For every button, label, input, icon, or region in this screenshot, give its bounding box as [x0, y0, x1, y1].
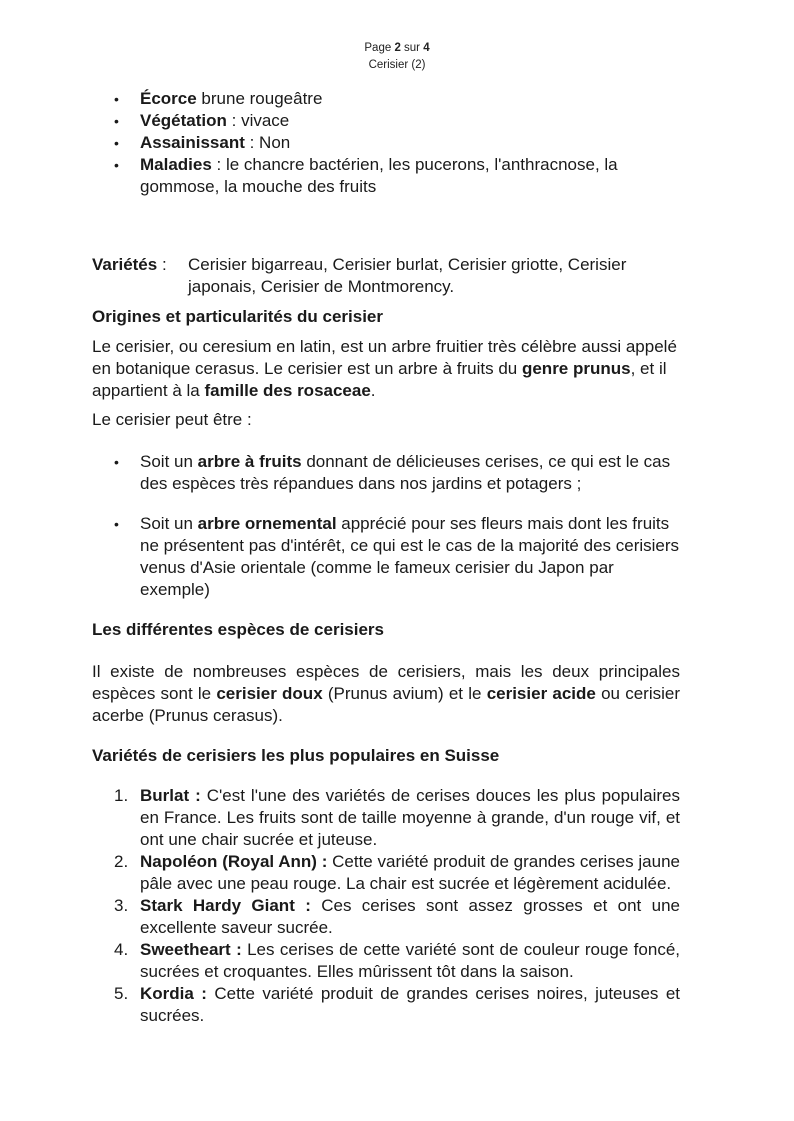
list-item: [92, 851, 680, 895]
item-text: C'est l'une des variétés de cerises douces les plus populaires en France. Les fruits sont de taille moyenne à grande, d'un rouge vif, et ont une chair sucrée et juteuse.: [140, 786, 681, 849]
text: Il existe de nombreuses espèces de cerisiers, mais les deux principales espèces sont le: [92, 662, 680, 703]
paragraph: [92, 336, 680, 402]
item-text: Ces cerises sont assez grosses et ont une excellente saveur sucrée.: [140, 896, 680, 937]
item-label: Maladies: [140, 155, 212, 174]
list-item: [92, 132, 680, 154]
text: ou cerisier acerbe (Prunus cerasus).: [92, 684, 680, 725]
document-body: [92, 88, 680, 1027]
text: Soit un: [140, 514, 198, 533]
bold-text: cerisier doux: [216, 684, 323, 703]
tree-types-list: [92, 451, 680, 601]
section-heading: Variétés de cerisiers les plus populaires en Suisse: [92, 746, 500, 765]
text: .: [370, 381, 376, 400]
item-text: Cette variété produit de grandes cerises noires, juteuses et sucrées.: [140, 984, 680, 1025]
bold-text: arbre ornemental: [197, 514, 337, 533]
text: Le cerisier, ou ceresium en latin, est un arbre fruitier très célèbre aussi appelé en botanique cerasus. Le cerisier est un arbre à fruits du: [92, 337, 677, 378]
page-header: [0, 40, 794, 74]
list-item: [92, 939, 680, 983]
list-item: [92, 451, 680, 495]
varietes-label-wrap: [92, 254, 188, 298]
item-name: Burlat :: [140, 786, 201, 805]
varieties-list: [92, 785, 680, 1027]
bold-text: cerisier acide: [486, 684, 596, 703]
item-name: Sweetheart :: [140, 940, 242, 959]
properties-list: [92, 88, 680, 198]
item-text: : Non: [244, 133, 291, 152]
bold-text: famille des rosaceae: [204, 381, 371, 400]
text: Soit un: [140, 452, 198, 471]
page-prefix: Page: [364, 42, 395, 54]
list-item: [92, 895, 680, 939]
varietes-sep: :: [157, 255, 167, 274]
paragraph: Le cerisier peut être :: [92, 410, 252, 429]
bold-text: genre prunus: [521, 359, 631, 378]
list-item: [92, 513, 680, 601]
item-label: Écorce: [140, 89, 197, 108]
page-total: 4: [423, 42, 430, 54]
item-name: Stark Hardy Giant :: [140, 896, 311, 915]
paragraph: [92, 661, 680, 727]
page-separator: sur: [400, 42, 424, 54]
item-name: Kordia :: [140, 984, 207, 1003]
section-heading: Origines et particularités du cerisier: [92, 307, 384, 326]
varietes-text: Cerisier bigarreau, Cerisier burlat, Cerisier griotte, Cerisier japonais, Cerisier de Montmorency.: [188, 255, 627, 296]
item-label: Végétation: [140, 111, 227, 130]
item-text: brune rougeâtre: [196, 89, 323, 108]
list-item: [92, 983, 680, 1027]
text: (Prunus avium) et le: [322, 684, 487, 703]
item-text: : le chancre bactérien, les pucerons, l'anthracnose, la gommose, la mouche des fruits: [140, 155, 618, 196]
page-number: 2: [394, 42, 401, 54]
item-text: : vivace: [226, 111, 290, 130]
item-text: Les cerises de cette variété sont de couleur rouge foncé, sucrées et croquantes. Elles mûrissent tôt dans la saison.: [140, 940, 680, 981]
item-number: 3.: [114, 896, 129, 915]
list-item: [92, 154, 680, 198]
list-item: [92, 110, 680, 132]
varietes-label: Variétés: [92, 255, 158, 274]
item-label: Assainissant: [140, 133, 245, 152]
item-text: Cette variété produit de grandes cerises jaune pâle avec une peau rouge. La chair est sucrée et légèrement acidulée.: [140, 852, 681, 893]
item-name: Napoléon (Royal Ann) :: [140, 852, 328, 871]
section-heading: Les différentes espèces de cerisiers: [92, 620, 384, 639]
text: donnant de délicieuses cerises, ce qui est le cas des espèces très répandues dans nos jardins et potagers ;: [140, 452, 671, 493]
list-item: [92, 88, 680, 110]
text: , et il appartient à la: [92, 359, 667, 400]
text: apprécié pour ses fleurs mais dont les fruits ne présentent pas d'intérêt, ce qui est le cas de la majorité des cerisiers venus d'Asie orientale (comme le fameux cerisier du Japon par exemple): [140, 514, 680, 599]
list-item: [92, 785, 680, 851]
bold-text: arbre à fruits: [197, 452, 302, 471]
item-number: 2.: [114, 852, 129, 871]
item-number: 4.: [114, 940, 129, 959]
varietes-line: [92, 254, 680, 298]
item-number: 5.: [114, 984, 129, 1003]
document-subtitle: Cerisier (2): [368, 59, 426, 71]
item-number: 1.: [114, 786, 129, 805]
page-indicator: [0, 40, 794, 57]
